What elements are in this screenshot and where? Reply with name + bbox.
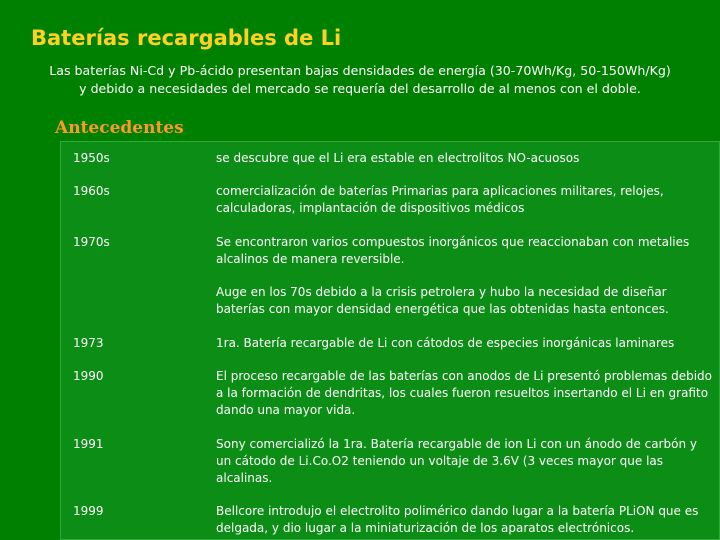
row-year: 1950s (73, 151, 110, 165)
row-description: Bellcore introdujo el electrolito polimérico dando lugar a la batería PLiON que es delgada, y dio lugar a la miniaturización de los aparatos electrónicos. (216, 504, 699, 535)
intro-line-2: y debido a necesidades del mercado se requería del desarrollo de al menos con el doble. (79, 81, 641, 96)
row-description: 1ra. Batería recargable de Li con cátodos de especies inorgánicas laminares (216, 336, 675, 350)
row-description: se descubre que el Li era estable en electrolitos NO-acuosos (216, 151, 580, 165)
intro-paragraph (0, 62, 720, 98)
row-year: 1960s (73, 184, 110, 198)
slide-title: Baterías recargables de Li (31, 26, 342, 50)
timeline-table (60, 141, 720, 540)
row-year: 1991 (73, 437, 104, 451)
row-description: Auge en los 70s debido a la crisis petrolera y hubo la necesidad de diseñar baterías con mayor densidad energética que las obtenidas hasta entonces. (216, 285, 669, 316)
intro-line-1: Las baterías Ni-Cd y Pb-ácido presentan bajas densidades de energía (30-70Wh/Kg, 50-150Wh/Kg) (49, 63, 671, 78)
row-description: El proceso recargable de las baterías con anodos de Li presentó problemas debido a la formación de dendritas, los cuales fueron resueltos insertando el Li en grafito dando una mayor vida. (216, 369, 712, 417)
row-description: Se encontraron varios compuestos inorgánicos que reaccionaban con metalies alcalinos de manera reversible. (216, 235, 690, 266)
row-year: 1999 (73, 504, 104, 518)
row-year: 1973 (73, 336, 104, 350)
row-description: comercialización de baterías Primarias para aplicaciones militares, relojes, calculadoras, implantación de dispositivos médicos (216, 184, 664, 215)
section-title: Antecedentes (55, 118, 184, 138)
row-description: Sony comercializó la 1ra. Batería recargable de ion Li con un ánodo de carbón y un cátodo de Li.Co.O2 teniendo un voltaje de 3.6V (3 veces mayor que las alcalinas. (216, 437, 697, 485)
row-year: 1990 (73, 369, 104, 383)
row-year: 1970s (73, 235, 110, 249)
